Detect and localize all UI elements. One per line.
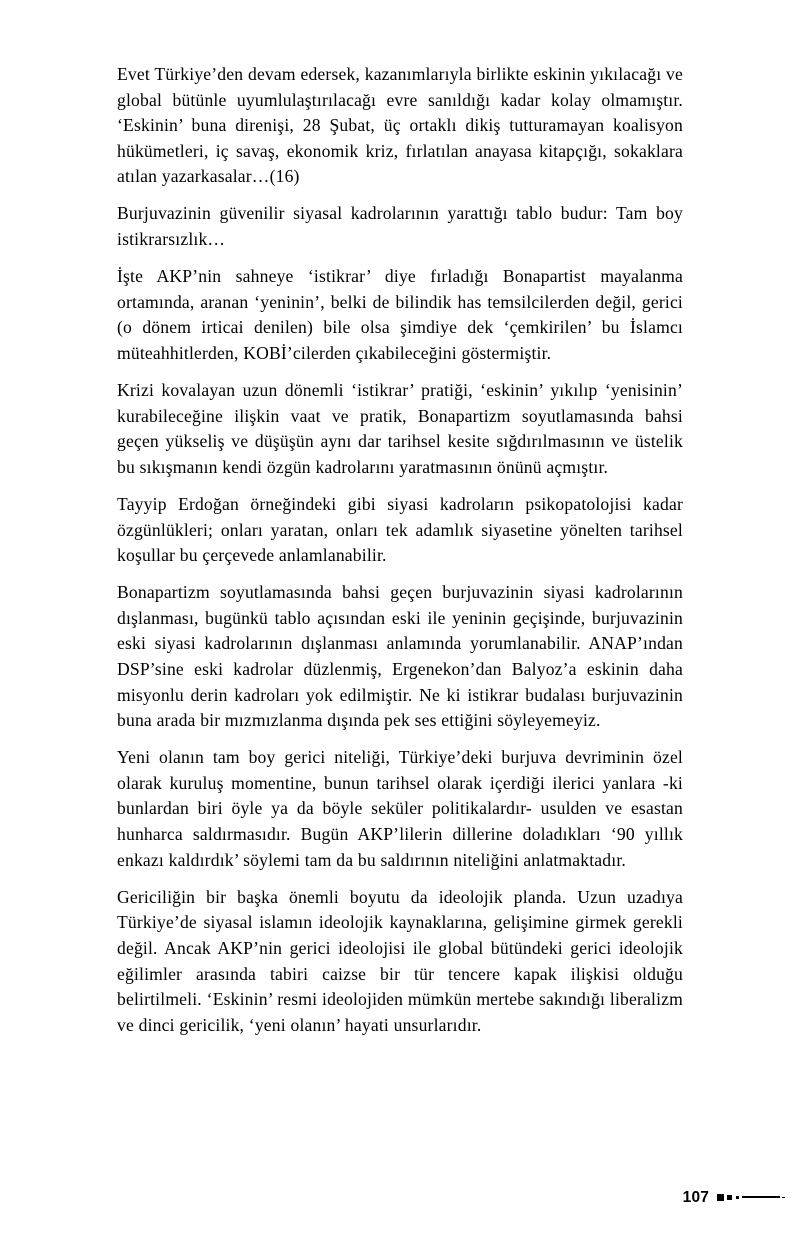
ornament-square-large (717, 1194, 724, 1201)
paragraph-7: Yeni olanın tam boy gerici niteliği, Türkiye’deki burjuva devriminin özel olarak kuruluş momentine, bunun tarihsel olarak içerdiği ilerici yanlara -ki bunlardan biri öyle ya da böyle seküler politikalardır- usulden ve esastan hunharca saldırmasıdır. Bugün AKP’lilerin dillerine doladıkları ‘90 yıllık enkazı kaldırdık’ söylemi tam da bu saldırının niteliğini anlatmaktadır. (117, 747, 683, 870)
paragraph-1: Evet Türkiye’den devam edersek, kazanımlarıyla birlikte eskinin yıkılacağı ve global bütünle uyumlulaştırılacağı evre sanıldığı kadar kolay olmamıştır. ‘Eskinin’ buna direnişi, 28 Şubat, üç ortaklı dikiş tutturamayan koalisyon hükümetleri, iç savaş, ekonomik kriz, fırlatılan anayasa kitapçığı, sokaklara atılan yazarkasalar…(16) (117, 64, 683, 187)
page-footer (0, 1171, 798, 1241)
ornament-square-medium (727, 1195, 732, 1200)
paragraph-2: Burjuvazinin güvenilir siyasal kadrolarının yarattığı tablo budur: Tam boy istikrarsızlık… (117, 203, 683, 250)
ornament-square-small (736, 1196, 740, 1200)
page-number: 107 (682, 1188, 709, 1206)
folio-group (683, 1190, 785, 1206)
paragraph-6: Bonapartizm soyutlamasında bahsi geçen burjuvazinin siyasi kadrolarının dışlanması, bugünkü tablo açısından eski ile yeninin geçişinde, burjuvazinin eski siyasi kadrolarının dışlanması anlamında yorumlanabilir. ANAP’ından DSP’sine eski kadrolar düzlenmiş, Ergenekon’dan Balyoz’a eskinin daha misyonlu derin kadroları yok edilmiştir. Ne ki istikrar budalası burjuvazinin buna arada bir mızmızlanma dışında pek ses ettiğini söyleyemeyiz. (117, 582, 683, 731)
ornament-rule (742, 1196, 780, 1198)
paragraph-8: Gericiliğin bir başka önemli boyutu da ideolojik planda. Uzun uzadıya Türkiye’de siyasal islamın ideolojik kaynaklarına, gelişimine girmek gerekli değil. Ancak AKP’nin gerici ideolojisi ile global bütündeki gerici ideolojik eğilimler arasında tabiri caizse bir tür tencere kapak ilişkisi olduğu belirtilmeli. ‘Eskinin’ resmi ideolojiden mümkün mertebe sakındığı liberalizm ve dinci gericilik, ‘yeni olanın’ hayati unsurlarıdır. (117, 886, 683, 1035)
footer-ornament-icon (717, 1191, 785, 1203)
paragraph-4: Krizi kovalayan uzun dönemli ‘istikrar’ pratiği, ‘eskinin’ yıkılıp ‘yenisinin’ kurabileceğine ilişkin vaat ve pratik, Bonapartizm soyutlamasında bahsi geçen yükseliş ve düşüşün aynı dar tarihsel kesite sığdırılmasının ve üstelik bu sıkışmanın kendi özgün kadrolarını yaratmasının önünü açmıştır. (117, 380, 683, 477)
paragraph-5: Tayyip Erdoğan örneğindeki gibi siyasi kadroların psikopatolojisi kadar özgünlükleri; onları yaratan, onları tek adamlık siyasetine yönelten tarihsel koşullar bu çerçevede anlamlanabilir. (117, 493, 683, 566)
ornament-rule-tip (782, 1197, 785, 1198)
paragraph-3: İşte AKP’nin sahneye ‘istikrar’ diye fırladığı Bonapartist mayalanma ortamında, aranan ‘yeninin’, belki de bilindik has temsilcilerden değil, gerici (o dönem irticai denilen) bile olsa şimdiye dek ‘çemkirilen’ bu İslamcı müteahhitlerden, KOBİ’cilerden çıkabileceğini göstermiştir. (117, 266, 683, 363)
body-text-column (117, 62, 683, 1038)
